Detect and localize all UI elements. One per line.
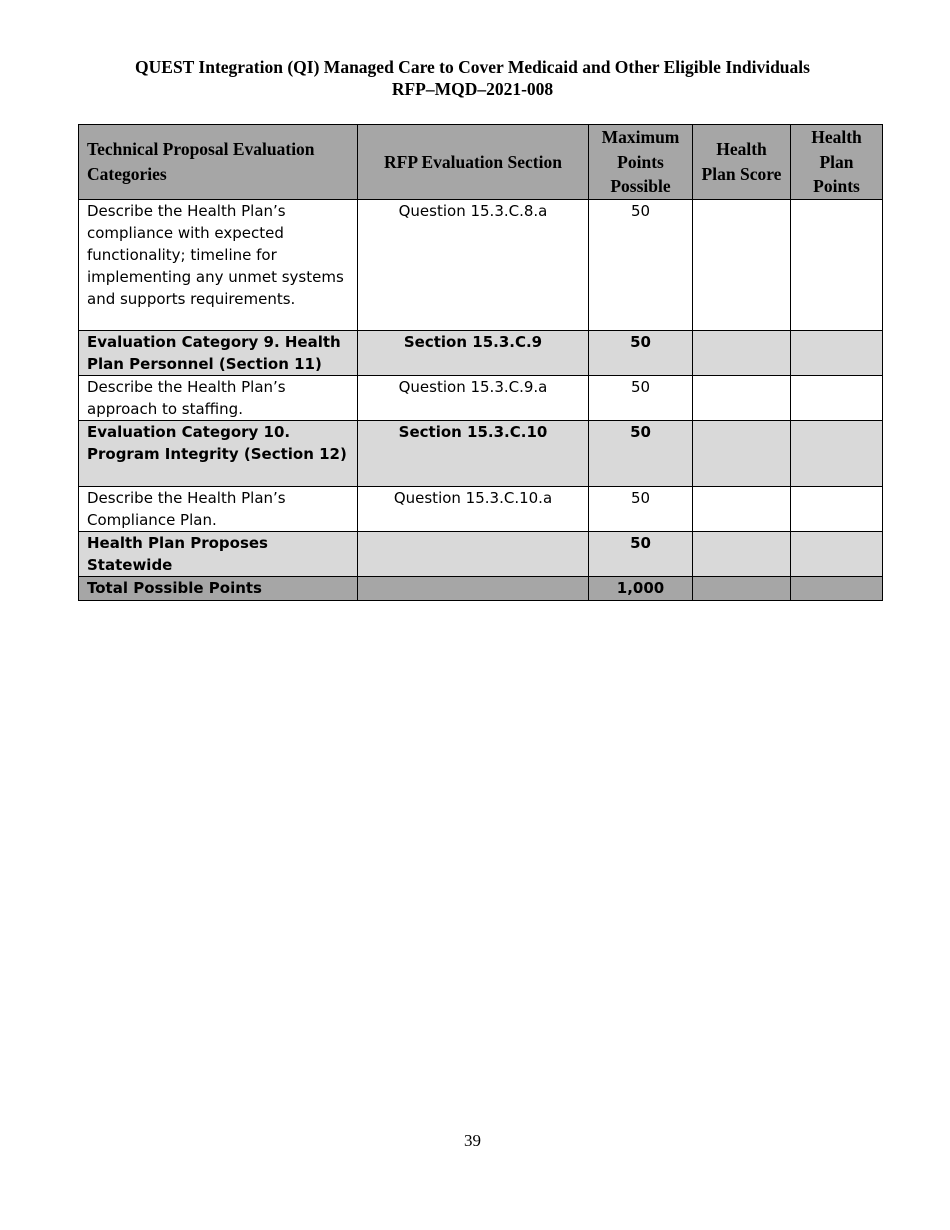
table-row [79,531,883,576]
section-cell [358,531,589,576]
plan-points-cell [791,576,883,600]
max-points-cell: 50 [589,486,693,531]
section-cell: Section 15.3.C.9 [358,330,589,375]
section-cell: Question 15.3.C.8.a [358,199,589,330]
plan-score-cell [693,330,791,375]
plan-score-cell [693,199,791,330]
plan-points-cell [791,375,883,420]
plan-points-cell [791,330,883,375]
max-points-cell: 50 [589,375,693,420]
category-cell: Evaluation Category 9. Health Plan Personnel (Section 11) [79,330,358,375]
table-row [79,375,883,420]
plan-score-cell [693,576,791,600]
plan-points-cell [791,420,883,486]
section-cell: Question 15.3.C.9.a [358,375,589,420]
table-body [79,199,883,600]
plan-score-cell [693,375,791,420]
header-category: Technical Proposal Evaluation Categories [79,125,358,200]
header-max-points: Maximum Points Possible [589,125,693,200]
plan-score-cell [693,420,791,486]
plan-points-cell [791,486,883,531]
section-cell: Section 15.3.C.10 [358,420,589,486]
table-row [79,420,883,486]
table-row-total [79,576,883,600]
max-points-cell: 50 [589,199,693,330]
page-number: 39 [464,1131,481,1150]
max-points-cell: 50 [589,420,693,486]
table-header-row [79,125,883,200]
max-points-cell: 50 [589,330,693,375]
plan-score-cell [693,486,791,531]
rfp-number: RFP–MQD–2021-008 [391,79,554,99]
category-cell: Describe the Health Plan’s Compliance Plan. [79,486,358,531]
category-cell: Health Plan Proposes Statewide [79,531,358,576]
header-plan-points: Health Plan Points [791,125,883,200]
plan-points-cell [791,531,883,576]
plan-score-cell [693,531,791,576]
plan-points-cell [791,199,883,330]
category-cell: Total Possible Points [79,576,358,600]
document-header [0,56,945,100]
category-cell: Describe the Health Plan’s approach to staffing. [79,375,358,420]
category-cell: Describe the Health Plan’s compliance with expected functionality; timeline for implementing any unmet systems and supports requirements. [79,199,358,330]
document-title: QUEST Integration (QI) Managed Care to Cover Medicaid and Other Eligible Individuals [135,57,810,77]
section-cell [358,576,589,600]
table-row [79,330,883,375]
table-row [79,486,883,531]
max-points-cell: 1,000 [589,576,693,600]
table-row [79,199,883,330]
header-rfp-section: RFP Evaluation Section [358,125,589,200]
evaluation-table [78,124,883,601]
max-points-cell: 50 [589,531,693,576]
header-plan-score: Health Plan Score [693,125,791,200]
section-cell: Question 15.3.C.10.a [358,486,589,531]
category-cell: Evaluation Category 10. Program Integrity (Section 12) [79,420,358,486]
